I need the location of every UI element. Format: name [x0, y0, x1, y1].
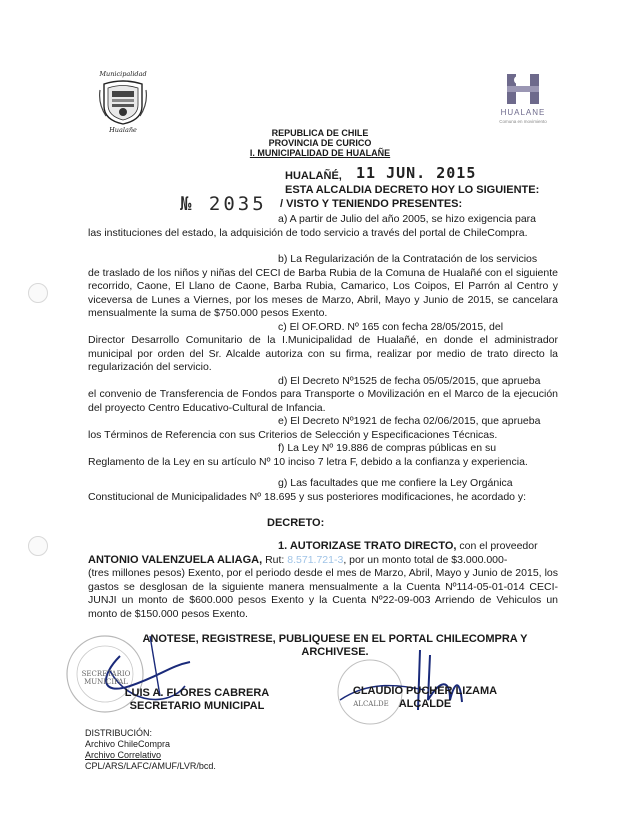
consideration-d-first: d) El Decreto Nº1525 de fecha 05/05/2015, que aprueba — [278, 374, 541, 387]
government-header — [200, 128, 440, 158]
consideration-d-rest: el convenio de Transferencia de Fondos para Transporte o Movilización en el Marco de la ejecución del proyecto Centro Educativo-Cultural de Infancia. — [88, 388, 558, 414]
municipality-line: I. MUNICIPALIDAD DE HUALAÑE — [249, 148, 391, 158]
consideration-f-rest: Reglamento de la Ley en su artículo Nº 10 inciso 7 letra F, debido a la confianza y experiencia. — [88, 455, 528, 468]
considerations-block — [88, 213, 558, 504]
municipal-crest-logo — [98, 70, 148, 136]
distribution-line-1: Archivo ChileCompra — [85, 739, 171, 749]
left-signer-title: SECRETARIO MUNICIPAL — [129, 700, 265, 712]
crest-caption-bottom: Hualañe — [109, 126, 137, 134]
place-label: HUALAÑÉ, — [285, 170, 342, 182]
distribution-line-3: CPL/ARS/LAFC/AMUF/LVR/bcd. — [85, 761, 216, 771]
province-line: PROVINCIA DE CURICO — [268, 138, 372, 148]
rut-value: 8.571.721-3 — [287, 553, 344, 566]
right-signer-name: CLAUDIO PUCHER LIZAMA — [352, 685, 498, 697]
closing-line-1: ANOTESE, REGISTRESE, PUBLIQUESE EN EL PORTAL CHILECOMPRA Y — [142, 633, 528, 645]
decreto-heading: DECRETO: — [267, 517, 325, 529]
resolution-body: (tres millones pesos) Exento, por el periodo desde el mes de Marzo, Abril, Mayo y Junio de 2015, los gastos se desglosan de la siguiente manera mensualmente a la Cuenta Nº114-05-01-014 CECI-JUNJI un monto de $600.000 pesos Exento y la Cuenta Nº22-09-003 Arriendo de Vehiculos un monto de $150.000 pesos Exento. — [88, 567, 558, 620]
right-signer-title: ALCALDE — [398, 698, 452, 710]
brand-slogan: Comuna en movimiento — [499, 119, 547, 124]
consideration-g-first: g) Las facultades que me confiere la Ley Orgánica — [278, 477, 513, 489]
consideration-a-rest: las instituciones del estado, la adquisición de todo servicio a través del portal de ChileCompra. — [88, 226, 528, 239]
decree-intro: ESTA ALCALDIA DECRETO HOY LO SIGUIENTE: — [285, 184, 540, 196]
consideration-e-first: e) El Decreto Nº1921 de fecha 02/06/2015, que aprueba — [278, 415, 541, 427]
right-seal-text: ALCALDE — [353, 700, 389, 708]
crest-caption-top: Municipalidad — [99, 70, 147, 78]
consideration-a-first: a) A partir de Julio del año 2005, se hizo exigencia para — [278, 213, 537, 225]
date-stamp: 11 JUN. 2015 — [356, 164, 477, 182]
consideration-f-first: f) La Ley Nº 19.886 de compras públicas en su — [278, 442, 497, 454]
resolution-item-line — [88, 540, 558, 554]
consideration-c-rest: Director Desarrollo Comunitario de la I.Municipalidad de Hualañé, en donde el administrador municipal por orden del Sr. Alcalde autoriza con su firma, realizar por medio de trato directo la regularización del servicio. — [88, 334, 558, 373]
resolution-provider-line — [88, 554, 558, 568]
left-signature-block — [102, 687, 292, 713]
consideration-g-rest: Constitucional de Municipalidades Nº 18.695 y sus posteriores modificaciones, he acordado y: — [88, 490, 527, 503]
brand-name: HUALANE — [500, 108, 546, 117]
rut-after: , por un monto total de $3.000.000- — [343, 553, 508, 566]
rut-label: Rut: — [262, 553, 288, 566]
decree-number-stamp: № 2035 — [180, 193, 267, 215]
resolution-block — [88, 540, 558, 621]
consideration-b-first: b) La Regularización de la Contratación de los servicios — [278, 253, 538, 265]
consideration-e-rest: los Términos de Referencia con sus Criterios de Selección y Especificaciones Técnicas. — [88, 428, 498, 441]
resolution-item-tail: con el proveedor — [456, 540, 538, 552]
consideration-c-first: c) El OF.ORD. Nº 165 con fecha 28/05/2015, del — [278, 320, 504, 333]
distribution-line-2: Archivo Correlativo — [85, 750, 162, 760]
crest-shield-icon — [98, 78, 148, 126]
left-signer-name: LUIS A. FLORES CABRERA — [124, 687, 270, 699]
hualane-h-icon — [504, 72, 542, 106]
hualane-brand-logo — [492, 72, 554, 130]
binder-hole — [28, 283, 48, 303]
consideration-b-rest: de traslado de los niños y niñas del CECI de Barba Rubia de la Comuna de Hualañé con el siguiente recorrido, Caone, El Llano de Caone, Barba Rubia, Camarico, Los Coipos, El Parrón al Centro y viceversa de Lunes a Viernes, por los meses de Marzo, Abril, Mayo y Junio de 2015, se cancelara mensualmente la suma de $750.000 pesos Exento. — [88, 266, 558, 319]
distribution-title: DISTRIBUCIÓN: — [85, 728, 153, 738]
left-seal-text: SECRETARIO MUNICIPAL — [81, 670, 131, 686]
binder-hole — [28, 536, 48, 556]
provider-name: ANTONIO VALENZUELA ALIAGA, — [88, 553, 263, 566]
closing-line-2: ARCHIVESE. — [301, 646, 369, 658]
distribution-block — [85, 728, 216, 772]
resolution-item-title: 1. AUTORIZASE TRATO DIRECTO, — [278, 540, 457, 552]
visto-heading: / VISTO Y TENIENDO PRESENTES: — [280, 198, 463, 210]
right-signature-block — [330, 685, 520, 711]
republic-line: REPUBLICA DE CHILE — [271, 128, 369, 138]
